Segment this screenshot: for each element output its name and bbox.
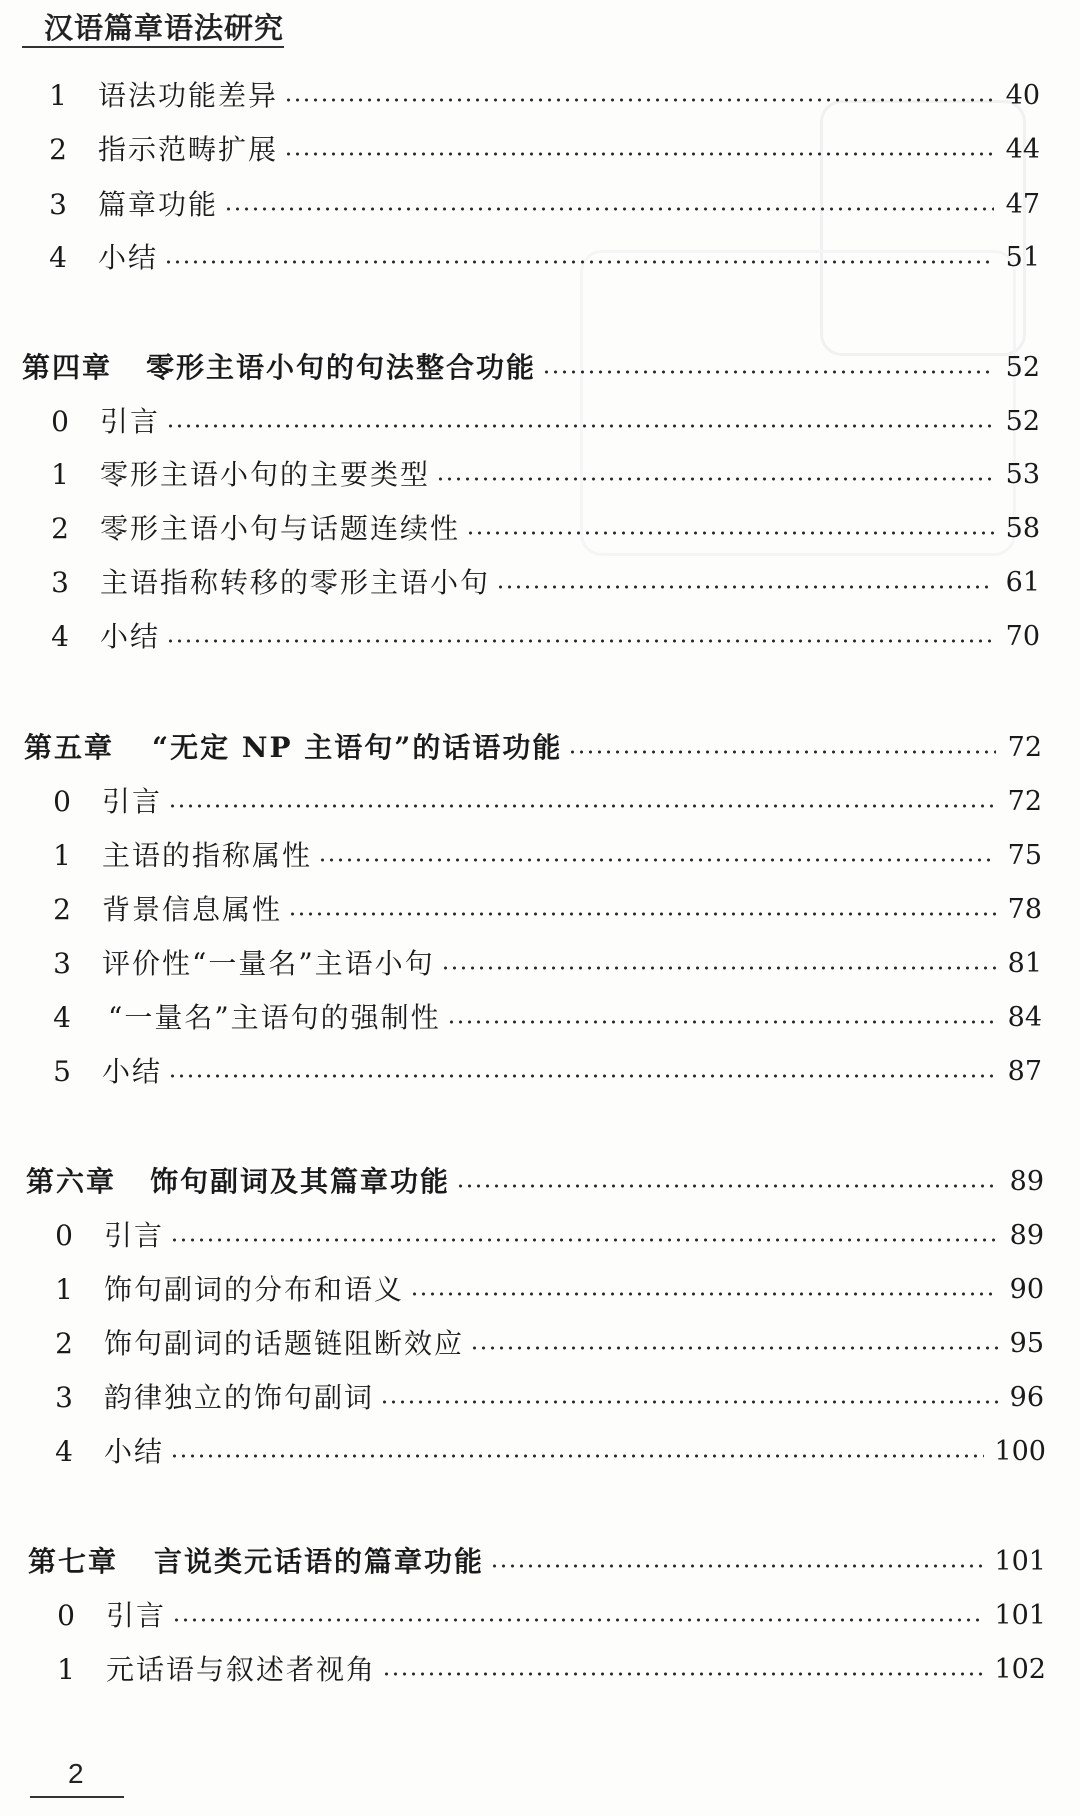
section-title: 背景信息属性 — [102, 893, 283, 926]
toc-page-number: 89 — [1009, 1166, 1044, 1197]
dot-leader — [168, 1074, 996, 1078]
dot-leader — [496, 585, 994, 589]
chapter-label: 第五章 — [24, 731, 115, 764]
page-number: 2 — [68, 1758, 84, 1789]
dot-leader — [380, 1400, 998, 1404]
section-title: 引言 — [104, 1219, 165, 1252]
toc-chapter-row — [0, 1538, 1046, 1586]
dot-leader — [542, 370, 994, 374]
toc-section-row — [0, 234, 1040, 282]
toc-page-number: 78 — [1007, 894, 1042, 925]
toc-section-row — [0, 1646, 1046, 1694]
section-number: 2 — [53, 893, 71, 926]
toc-page-number: 95 — [1009, 1328, 1044, 1359]
section-number: 4 — [49, 241, 67, 274]
chapter-title: 零形主语小句的句法整合功能 — [146, 351, 537, 384]
toc-section-row — [0, 1428, 1046, 1476]
toc-page-number: 51 — [1005, 242, 1040, 273]
toc-page-number: 81 — [1007, 948, 1042, 979]
section-title: “一量名”主语句的强制性 — [108, 1001, 441, 1034]
section-number: 2 — [49, 133, 67, 166]
dot-leader — [382, 1672, 984, 1676]
toc-section-row — [0, 832, 1042, 880]
toc-section-row — [0, 1212, 1044, 1260]
section-number: 4 — [53, 1001, 71, 1034]
dot-leader — [318, 858, 996, 862]
section-number: 1 — [57, 1653, 75, 1686]
dot-leader — [490, 1564, 984, 1568]
toc-chapter-row — [0, 724, 1042, 772]
chapter-title: 言说类元话语的篇章功能 — [154, 1545, 485, 1578]
dot-leader — [168, 804, 996, 808]
dot-leader — [441, 966, 996, 970]
toc-section-row — [0, 1374, 1044, 1422]
running-title: 汉语篇章语法研究 — [44, 11, 285, 45]
toc-section-row — [0, 994, 1042, 1042]
dot-leader — [288, 912, 996, 916]
section-number: 0 — [57, 1599, 75, 1632]
toc-page-number: 84 — [1007, 1002, 1042, 1033]
toc-page-number: 53 — [1005, 459, 1040, 490]
section-number: 2 — [51, 512, 69, 545]
toc-section-row — [0, 940, 1042, 988]
section-title: 篇章功能 — [98, 188, 219, 221]
section-title: 饰句副词的话题链阻断效应 — [104, 1327, 465, 1360]
toc-page-number: 100 — [994, 1436, 1046, 1467]
section-title: 元话语与叙述者视角 — [106, 1653, 377, 1686]
dot-leader — [224, 207, 994, 211]
footer-rule — [30, 1796, 124, 1798]
toc-page-number: 47 — [1005, 189, 1040, 220]
toc-page-number: 87 — [1007, 1056, 1042, 1087]
section-title: 小结 — [104, 1435, 165, 1468]
section-number: 2 — [55, 1327, 73, 1360]
section-number: 3 — [55, 1381, 73, 1414]
section-title: 零形主语小句与话题连续性 — [100, 512, 461, 545]
section-number: 0 — [51, 405, 69, 438]
section-title: 评价性“一量名”主语小句 — [102, 947, 435, 980]
toc-page-number: 40 — [1005, 80, 1040, 111]
chapter-label: 第六章 — [26, 1165, 117, 1198]
dot-leader — [466, 531, 994, 535]
dot-leader — [568, 750, 996, 754]
dot-leader — [166, 639, 994, 643]
toc-section-row — [0, 778, 1042, 826]
toc-page-number: 58 — [1005, 513, 1040, 544]
toc-section-row — [0, 126, 1040, 174]
dot-leader — [284, 98, 994, 102]
section-number: 5 — [53, 1055, 71, 1088]
section-title: 引言 — [100, 405, 161, 438]
section-number: 4 — [55, 1435, 73, 1468]
section-title: 小结 — [102, 1055, 163, 1088]
dot-leader — [170, 1238, 998, 1242]
chapter-title: “无定 NP 主语句”的话语功能 — [152, 731, 563, 764]
toc-section-row — [0, 613, 1040, 661]
toc-section-row — [0, 505, 1040, 553]
toc-page-number: 70 — [1005, 621, 1040, 652]
chapter-label: 第四章 — [22, 351, 113, 384]
toc-page-number: 75 — [1007, 840, 1042, 871]
toc-section-row — [0, 181, 1040, 229]
section-number: 0 — [53, 785, 71, 818]
dot-leader — [410, 1292, 998, 1296]
dot-leader — [166, 424, 994, 428]
toc-section-row — [0, 559, 1040, 607]
dot-leader — [470, 1346, 998, 1350]
section-title: 饰句副词的分布和语义 — [104, 1273, 405, 1306]
dot-leader — [436, 477, 994, 481]
toc-page-number: 96 — [1009, 1382, 1044, 1413]
toc-chapter-row — [0, 1158, 1044, 1206]
section-number: 3 — [51, 566, 69, 599]
section-title: 引言 — [106, 1599, 167, 1632]
toc-section-row — [0, 1266, 1044, 1314]
toc-section-row — [0, 1048, 1042, 1096]
toc-chapter-row — [0, 344, 1040, 392]
header-rule — [22, 46, 284, 48]
section-number: 4 — [51, 620, 69, 653]
section-title: 小结 — [98, 241, 159, 274]
toc-page-number: 52 — [1005, 406, 1040, 437]
toc-section-row — [0, 1320, 1044, 1368]
toc-page-number: 72 — [1007, 786, 1042, 817]
toc-page-number: 90 — [1009, 1274, 1044, 1305]
toc-page-number: 72 — [1007, 732, 1042, 763]
dot-leader — [456, 1184, 998, 1188]
section-title: 零形主语小句的主要类型 — [100, 458, 431, 491]
section-title: 指示范畴扩展 — [98, 133, 279, 166]
chapter-title: 饰句副词及其篇章功能 — [150, 1165, 451, 1198]
section-title: 语法功能差异 — [98, 79, 279, 112]
dot-leader — [284, 152, 994, 156]
section-number: 0 — [55, 1219, 73, 1252]
toc-section-row — [0, 451, 1040, 499]
toc-page-number: 89 — [1009, 1220, 1044, 1251]
section-title: 小结 — [100, 620, 161, 653]
dot-leader — [447, 1020, 996, 1024]
section-number: 1 — [55, 1273, 73, 1306]
section-number: 3 — [53, 947, 71, 980]
section-title: 韵律独立的饰句副词 — [104, 1381, 375, 1414]
toc-page-number: 52 — [1005, 352, 1040, 383]
toc-page-number: 102 — [994, 1654, 1046, 1685]
toc-section-row — [0, 1592, 1046, 1640]
dot-leader — [170, 1454, 984, 1458]
dot-leader — [164, 260, 994, 264]
toc-section-row — [0, 398, 1040, 446]
toc-page-number: 101 — [994, 1600, 1046, 1631]
toc-page-number: 44 — [1005, 134, 1040, 165]
toc-section-row — [0, 886, 1042, 934]
section-number: 1 — [49, 79, 67, 112]
dot-leader — [172, 1618, 984, 1622]
section-number: 3 — [49, 188, 67, 221]
toc-section-row — [0, 72, 1040, 120]
section-title: 主语指称转移的零形主语小句 — [100, 566, 491, 599]
section-title: 主语的指称属性 — [102, 839, 313, 872]
section-title: 引言 — [102, 785, 163, 818]
toc-page-number: 101 — [994, 1546, 1046, 1577]
section-number: 1 — [53, 839, 71, 872]
section-number: 1 — [51, 458, 69, 491]
toc-page-number: 61 — [1005, 567, 1040, 598]
chapter-label: 第七章 — [28, 1545, 119, 1578]
